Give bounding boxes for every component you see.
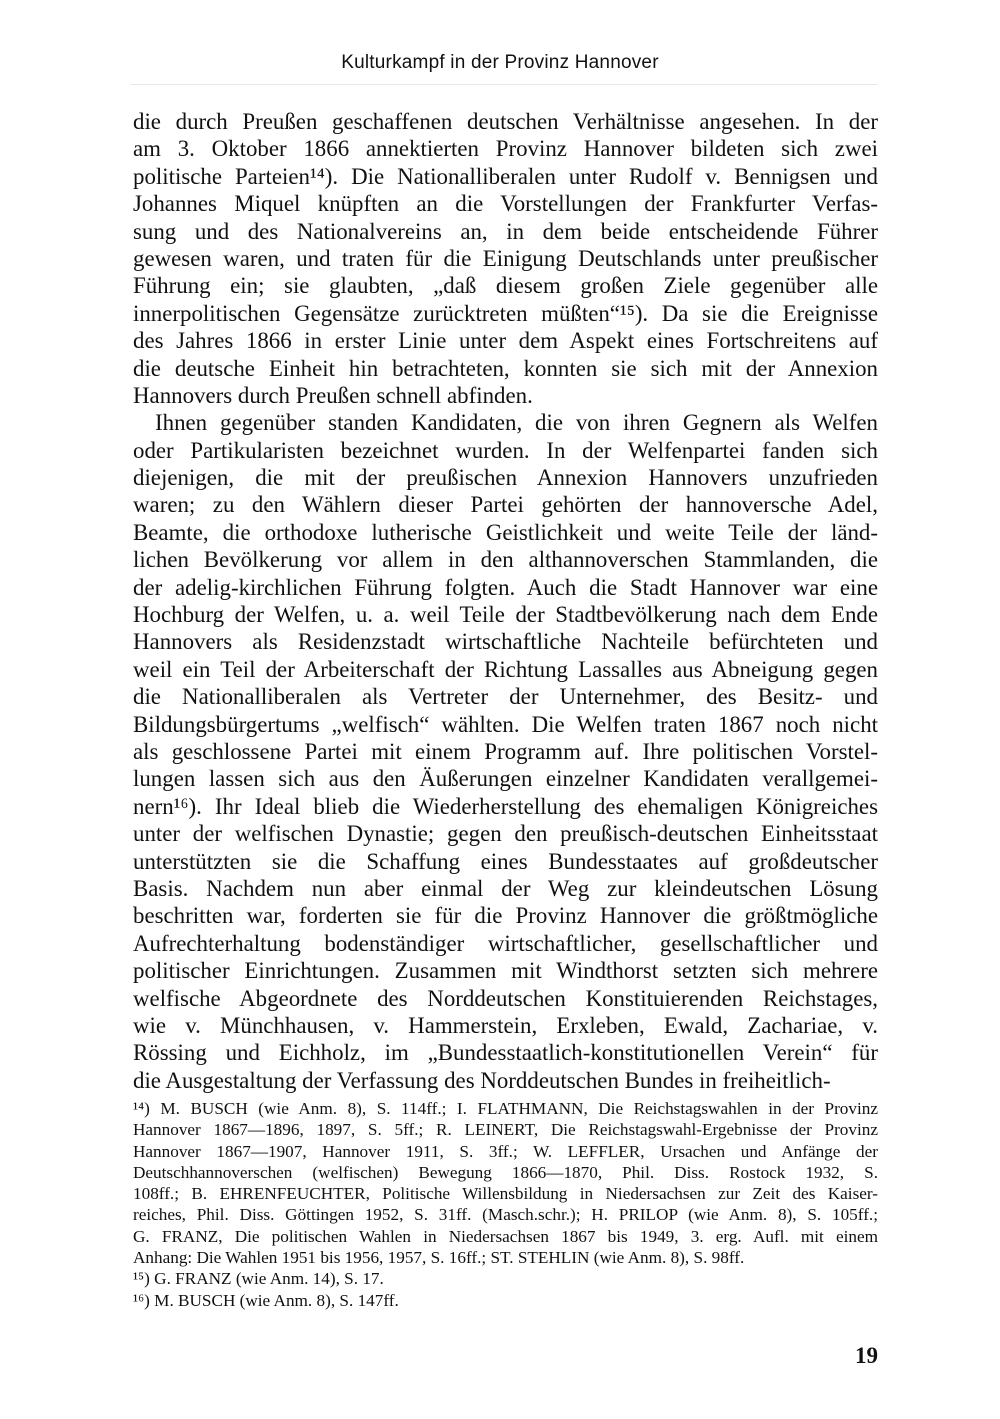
text-line: Beamte, die orthodoxe lutherische Geistlichkeit und weite Teile der länd- bbox=[133, 519, 878, 545]
footnote-15 bbox=[133, 1268, 878, 1289]
text-line: nern¹⁶). Ihr Ideal blieb die Wiederherstellung des ehemaligen Königreiches bbox=[133, 793, 878, 819]
text-line: Ihnen gegenüber standen Kandidaten, die von ihren Gegnern als Welfen bbox=[155, 410, 878, 436]
text-line: Hannovers als Residenzstadt wirtschaftliche Nachteile befürchteten und bbox=[133, 629, 878, 655]
footnote-line: Hannover 1867—1896, 1897, S. 5ff.; R. LEINERT, Die Reichstagswahl-Ergebnisse der Provinz bbox=[133, 1120, 878, 1140]
page-number: 19 bbox=[855, 1343, 878, 1368]
text-line: politische Parteien¹⁴). Die Nationalliberalen unter Rudolf v. Bennigsen und bbox=[133, 163, 878, 189]
footnote-line: ¹⁴) M. BUSCH (wie Anm. 8), S. 114ff.; I. FLATHMANN, Die Reichstagswahlen in der Provinz bbox=[133, 1099, 878, 1118]
text-line: weil ein Teil der Arbeiterschaft der Richtung Lassalles aus Abneigung gegen bbox=[133, 656, 878, 682]
text-line: die durch Preußen geschaffenen deutschen Verhältnisse angesehen. In der bbox=[133, 109, 878, 134]
body-text bbox=[133, 108, 878, 1094]
text-line: unter der welfischen Dynastie; gegen den preußisch-deutschen Einheitsstaat bbox=[133, 821, 878, 847]
text-line: Basis. Nachdem nun aber einmal der Weg zur kleindeutschen Lösung bbox=[133, 875, 878, 901]
text-line: die Ausgestaltung der Verfassung des Norddeutschen Bundes in freiheitlich- bbox=[133, 1067, 831, 1093]
text-line: welfische Abgeordnete des Norddeutschen Konstituierenden Reichstages, bbox=[133, 985, 878, 1011]
text-line: lungen lassen sich aus den Äußerungen einzelner Kandidaten verallgemei- bbox=[133, 766, 878, 792]
footnote-line: reiches, Phil. Diss. Göttingen 1952, S. 31ff. (Masch.schr.); H. PRILOP (wie Anm. 8), S. 105ff.; bbox=[133, 1205, 878, 1225]
text-line: unterstützten sie die Schaffung eines Bundesstaates auf großdeutscher bbox=[133, 848, 878, 874]
paragraph-1 bbox=[133, 108, 878, 409]
footnote-14 bbox=[133, 1098, 878, 1268]
footnote-line: Hannover 1867—1907, Hannover 1911, S. 3ff.; W. LEFFLER, Ursachen und Anfänge der bbox=[133, 1141, 878, 1161]
text-line: oder Partikularisten bezeichnet wurden. In der Welfenpartei fanden sich bbox=[133, 437, 878, 463]
footnotes bbox=[133, 1098, 878, 1311]
text-line: sung und des Nationalvereins an, in dem beide entscheidende Führer bbox=[133, 218, 878, 244]
running-head: Kulturkampf in der Provinz Hannover bbox=[341, 52, 659, 73]
paragraph-2 bbox=[133, 409, 878, 1094]
text-line: Rössing und Eichholz, im „Bundesstaatlich-konstitutionellen Verein“ für bbox=[133, 1040, 878, 1066]
text-line: Johannes Miquel knüpften an die Vorstellungen der Frankfurter Verfas- bbox=[133, 191, 878, 217]
text-line: die deutsche Einheit hin betrachteten, konnten sie sich mit der Annexion bbox=[133, 355, 878, 381]
text-line: lichen Bevölkerung vor allem in den althannoverschen Stammlanden, die bbox=[133, 547, 878, 573]
text-line: die Nationalliberalen als Vertreter der Unternehmer, des Besitz- und bbox=[133, 684, 878, 710]
text-line: diejenigen, die mit der preußischen Annexion Hannovers unzufrieden bbox=[133, 465, 878, 491]
text-line: innerpolitischen Gegensätze zurücktreten müßten“¹⁵). Da sie die Ereignisse bbox=[133, 300, 878, 326]
text-line: des Jahres 1866 in erster Linie unter dem Aspekt eines Fortschreitens auf bbox=[133, 328, 878, 354]
footnote-16 bbox=[133, 1290, 878, 1311]
footnote-line: 108ff.; B. EHRENFEUCHTER, Politische Willensbildung in Niedersachsen zur Zeit des Kaiser- bbox=[133, 1184, 878, 1204]
text-line: Aufrechterhaltung bodenständiger wirtschaftlicher, gesellschaftlicher und bbox=[133, 930, 878, 956]
header-rule bbox=[130, 84, 878, 85]
footnote-line: G. FRANZ, Die politischen Wahlen in Niedersachsen 1867 bis 1949, 3. erg. Aufl. mit einem bbox=[133, 1226, 878, 1246]
text-line: politischer Einrichtungen. Zusammen mit Windthorst setzten sich mehrere bbox=[133, 958, 878, 984]
footnote-line: ¹⁵) G. FRANZ (wie Anm. 14), S. 17. bbox=[133, 1269, 384, 1289]
text-line: Hannovers durch Preußen schnell abfinden. bbox=[133, 382, 533, 408]
text-line: der adelig-kirchlichen Führung folgten. Auch die Stadt Hannover war eine bbox=[133, 574, 878, 600]
text-line: Führung ein; sie glaubten, „daß diesem großen Ziele gegenüber alle bbox=[133, 273, 878, 299]
text-line: Hochburg der Welfen, u. a. weil Teile der Stadtbevölkerung nach dem Ende bbox=[133, 602, 878, 628]
footnote-line: Deutschhannoverschen (welfischen) Bewegung 1866—1870, Phil. Diss. Rostock 1932, S. bbox=[133, 1162, 878, 1182]
text-line: am 3. Oktober 1866 annektierten Provinz Hannover bildeten sich zwei bbox=[133, 136, 878, 162]
footnote-line: ¹⁶) M. BUSCH (wie Anm. 8), S. 147ff. bbox=[133, 1290, 399, 1310]
text-line: Bildungsbürgertums „welfisch“ wählten. Die Welfen traten 1867 noch nicht bbox=[133, 711, 878, 737]
text-line: waren; zu den Wählern dieser Partei gehörten der hannoversche Adel, bbox=[133, 492, 878, 518]
footnote-line: Anhang: Die Wahlen 1951 bis 1956, 1957, S. 16ff.; ST. STEHLIN (wie Anm. 8), S. 98ff. bbox=[133, 1248, 745, 1268]
text-line: gewesen waren, und traten für die Einigung Deutschlands unter preußischer bbox=[133, 245, 878, 271]
text-line: als geschlossene Partei mit einem Programm auf. Ihre politischen Vorstel- bbox=[133, 738, 878, 764]
text-line: beschritten war, forderten sie für die Provinz Hannover die größtmögliche bbox=[133, 903, 878, 929]
text-line: wie v. Münchhausen, v. Hammerstein, Erxleben, Ewald, Zachariae, v. bbox=[133, 1012, 878, 1038]
